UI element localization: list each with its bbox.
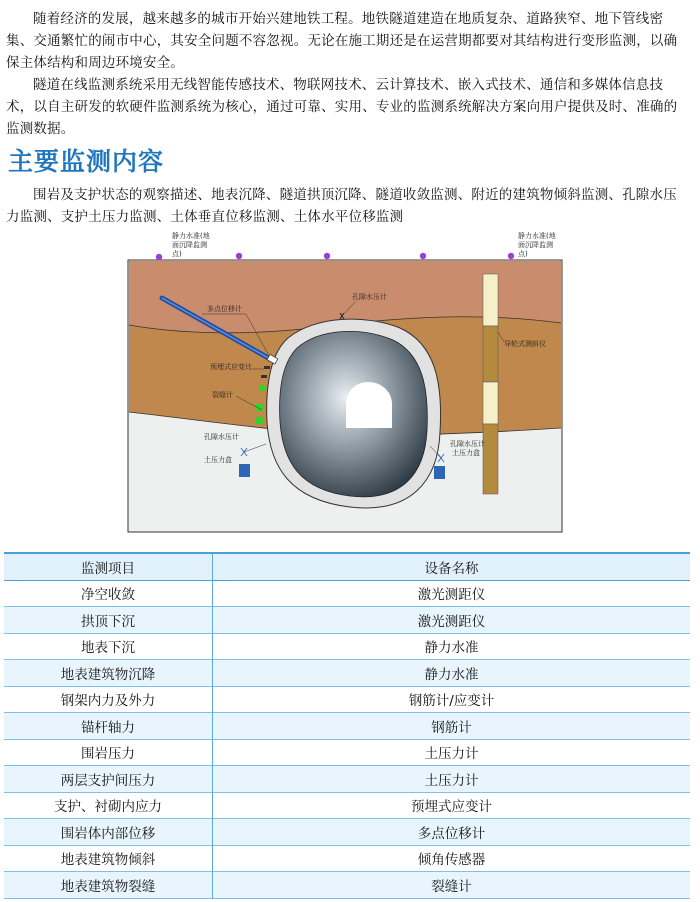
cell-item: 围岩体内部位移 xyxy=(4,819,213,846)
surface-point xyxy=(156,254,162,260)
label-inclinometer: 导轮式测斜仪 xyxy=(504,340,546,348)
table-row xyxy=(4,607,690,634)
cell-device: 激光测距仪 xyxy=(417,587,486,604)
label-static-level-left: 静力水准(地 xyxy=(172,232,210,240)
cell-item: 锚杆轴力 xyxy=(4,713,213,740)
section-title: 主要监测内容 xyxy=(8,147,165,176)
label-embedded-strain: 预埋式应变计 xyxy=(210,363,252,371)
cell-item: 两层支护间压力 xyxy=(4,766,213,793)
label-static-level-left2: 面沉降监测 xyxy=(172,241,207,249)
table-header-row xyxy=(4,553,690,580)
label-multipoint: 多点位移计 xyxy=(207,305,242,313)
label-static-level-right2: 面沉降监测 xyxy=(518,241,553,249)
cell-item: 净空收敛 xyxy=(4,580,213,607)
table-row xyxy=(4,660,690,687)
table-row xyxy=(4,686,690,713)
cell-item: 围岩压力 xyxy=(4,739,213,766)
cell-device: 裂缝计 xyxy=(431,878,472,895)
earth-pressure-box-right xyxy=(434,466,445,479)
table-row xyxy=(4,845,690,872)
cell-device: 多点位移计 xyxy=(417,825,486,842)
cell-device: 预埋式应变计 xyxy=(411,799,492,816)
cell-item: 地表建筑物沉降 xyxy=(4,660,213,687)
label-crack: 裂缝计 xyxy=(212,391,233,399)
cell-item: 拱顶下沉 xyxy=(4,607,213,634)
surface-point xyxy=(508,253,514,259)
cell-item: 钢架内力及外力 xyxy=(4,686,213,713)
label-earth-left: 土压力盒 xyxy=(204,456,232,464)
strain-gauge xyxy=(261,375,267,378)
label-static-level-right: 静力水准(地 xyxy=(518,232,556,240)
surface-point xyxy=(324,253,330,259)
cell-device: 钢筋计 xyxy=(431,719,472,736)
earth-pressure-box-left xyxy=(239,464,250,477)
label-pore-left: 孔隙水压计 xyxy=(204,433,239,441)
cell-item: 支护、衬砌内应力 xyxy=(4,792,213,819)
cell-device: 激光测距仪 xyxy=(417,613,486,630)
crack-sensor xyxy=(256,417,263,424)
monitoring-table xyxy=(4,552,690,899)
label-static-level-left3: 点) xyxy=(172,250,182,258)
label-static-level-right3: 点) xyxy=(518,250,528,258)
header-item: 监测项目 xyxy=(4,553,213,580)
label-pore-right: 孔隙水压计 xyxy=(450,440,485,448)
cell-item: 地表建筑物倾斜 xyxy=(4,845,213,872)
strain-gauge xyxy=(264,366,270,369)
table-row xyxy=(4,633,690,660)
section-description: 围岩及支护状态的观察描述、地表沉降、隧道拱顶沉降、隧道收敛监测、附近的建筑物倾斜监测、孔隙水压力监测、支护土压力监测、土体垂直位移监测、土体水平位移监测 xyxy=(6,187,677,225)
cell-device: 倾角传感器 xyxy=(417,852,486,869)
table-row xyxy=(4,819,690,846)
tunnel-opening xyxy=(346,382,392,428)
table-row xyxy=(4,739,690,766)
surface-point xyxy=(420,253,426,259)
table-row xyxy=(4,580,690,607)
intro-paragraph-1: 随着经济的发展，越来越多的城市开始兴建地铁工程。地铁隧道建造在地质复杂、道路狭窄、地下管线密集、交通繁忙的闹市中心，其安全问题不容忽视。无论在施工期还是在运营期都要对其结构进行变形监测，以确保主体结构和周边环境安全。 xyxy=(6,11,678,71)
cell-item: 地表下沉 xyxy=(4,633,213,660)
cell-device: 静力水准 xyxy=(424,666,479,683)
table-row xyxy=(4,792,690,819)
cell-item: 地表建筑物裂缝 xyxy=(4,872,213,899)
intro-paragraph-2: 隧道在线监测系统采用无线智能传感技术、物联网技术、云计算技术、嵌入式技术、通信和多媒体信息技术，以自主研发的软硬件监测系统为核心，通过可靠、实用、专业的监测系统解决方案向用户提供及时、准确的监测数据。 xyxy=(6,77,678,137)
cell-device: 钢筋计/应变计 xyxy=(408,693,495,710)
label-earth-right: 土压力盒 xyxy=(452,449,480,457)
surface-point xyxy=(236,253,242,259)
cell-device: 土压力计 xyxy=(424,772,479,789)
header-device: 设备名称 xyxy=(424,560,479,577)
table-row xyxy=(4,766,690,793)
table-row xyxy=(4,872,690,899)
cell-device: 土压力计 xyxy=(424,746,479,763)
table-row xyxy=(4,713,690,740)
crack-sensor xyxy=(259,385,265,391)
cell-device: 静力水准 xyxy=(424,640,479,657)
label-pore-top: 孔隙水压计 xyxy=(352,293,387,301)
surface-settlement-points xyxy=(156,253,514,260)
tunnel-monitoring-diagram xyxy=(100,232,600,534)
